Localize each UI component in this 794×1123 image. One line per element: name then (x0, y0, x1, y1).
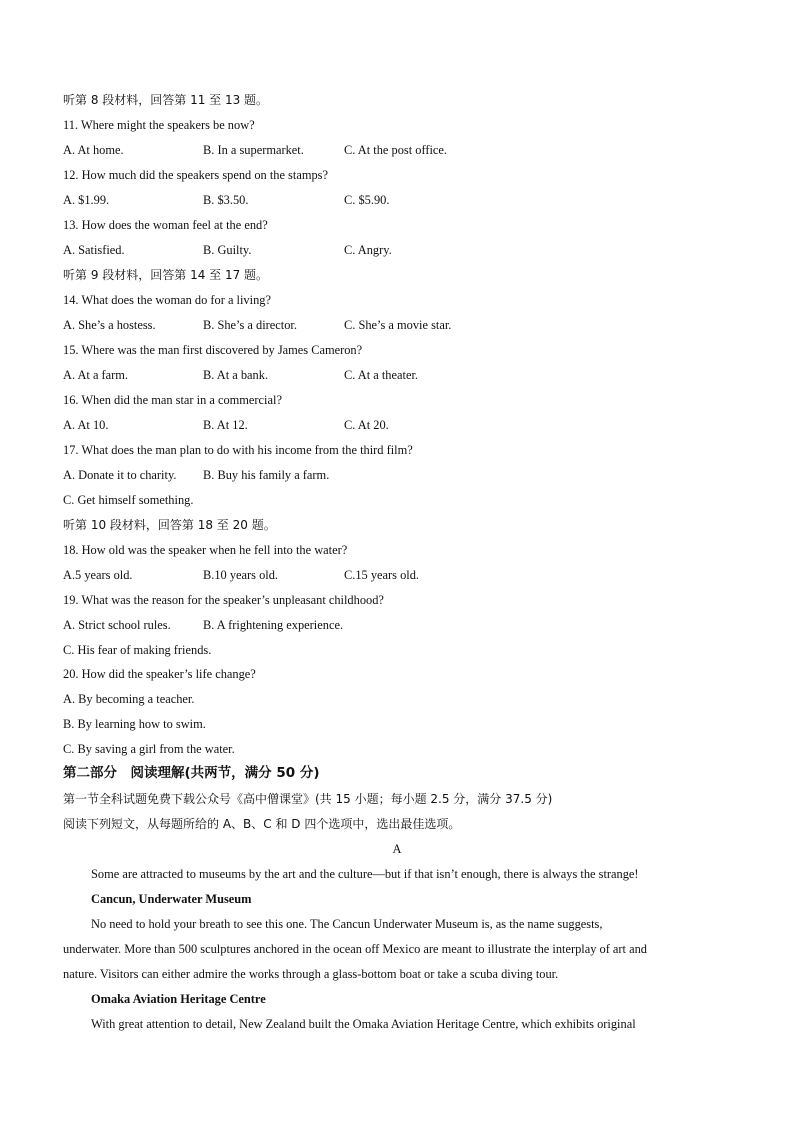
option-17-a: A. Donate it to charity. (63, 468, 177, 482)
option-18-a: A.5 years old. (63, 568, 133, 582)
option-19-b: B. A frightening experience. (203, 618, 344, 632)
instruction-part-8: 听第 8 段材料，回答第 11 至 13 题。 (63, 93, 269, 107)
question-15: 15. Where was the man first discovered by James Cameron? (63, 343, 363, 357)
passage-intro: Some are attracted to museums by the art and the culture—but if that isn’t enough, there is always the strange! (91, 867, 639, 881)
option-11-c: C. At the post office. (344, 143, 448, 157)
question-19: 19. What was the reason for the speaker’s unpleasant childhood? (63, 593, 384, 607)
question-18: 18. How old was the speaker when he fell into the water? (63, 543, 348, 557)
option-17-c: C. Get himself something. (63, 493, 194, 507)
part2-instructions: 阅读下列短文，从每题所给的 A、B、C 和 D 四个选项中，选出最佳选项。 (63, 817, 461, 831)
option-12-b: B. $3.50. (203, 193, 249, 207)
option-11-b: B. In a supermarket. (203, 143, 304, 157)
question-16: 16. When did the man star in a commercial? (63, 393, 282, 407)
museum2-line1: With great attention to detail, New Zealand built the Omaka Aviation Heritage Centre, which exhibits original (91, 1017, 636, 1031)
option-19-c: C. His fear of making friends. (63, 643, 212, 657)
question-13: 13. How does the woman feel at the end? (63, 218, 268, 232)
option-13-c: C. Angry. (344, 243, 392, 257)
part2-section1-line: 第一节全科试题免费下载公众号《高中僧课堂》(共 15 小题；每小题 2.5 分，满分 37.5 分) (63, 792, 553, 806)
museum2-title: Omaka Aviation Heritage Centre (91, 992, 266, 1006)
option-17-b: B. Buy his family a farm. (203, 468, 330, 482)
option-20-c: C. By saving a girl from the water. (63, 742, 235, 756)
passage-label: A (392, 842, 402, 856)
option-16-b: B. At 12. (203, 418, 248, 432)
option-18-b: B.10 years old. (203, 568, 279, 582)
option-11-a: A. At home. (63, 143, 124, 157)
option-13-a: A. Satisfied. (63, 243, 125, 257)
option-12-a: A. $1.99. (63, 193, 110, 207)
option-14-a: A. She’s a hostess. (63, 318, 156, 332)
option-12-c: C. $5.90. (344, 193, 390, 207)
option-19-a: A. Strict school rules. (63, 618, 171, 632)
option-14-b: B. She’s a director. (203, 318, 297, 332)
question-14: 14. What does the woman do for a living? (63, 293, 271, 307)
option-14-c: C. She’s a movie star. (344, 318, 452, 332)
question-20: 20. How did the speaker’s life change? (63, 667, 256, 681)
option-15-a: A. At a farm. (63, 368, 129, 382)
museum1-line2: underwater. More than 500 sculptures anchored in the ocean off Mexico are meant to illustrate the interplay of art and (63, 942, 647, 956)
option-18-c: C.15 years old. (344, 568, 420, 582)
option-15-c: C. At a theater. (344, 368, 418, 382)
option-13-b: B. Guilty. (203, 243, 252, 257)
instruction-part-9: 听第 9 段材料，回答第 14 至 17 题。 (63, 268, 269, 282)
part2-heading: 第二部分 阅读理解(共两节，满分 50 分) (63, 765, 320, 781)
option-16-a: A. At 10. (63, 418, 109, 432)
question-11: 11. Where might the speakers be now? (63, 118, 255, 132)
option-15-b: B. At a bank. (203, 368, 269, 382)
museum1-title: Cancun, Underwater Museum (91, 892, 252, 906)
question-12: 12. How much did the speakers spend on the stamps? (63, 168, 328, 182)
option-20-b: B. By learning how to swim. (63, 717, 206, 731)
instruction-part-10: 听第 10 段材料，回答第 18 至 20 题。 (63, 518, 276, 532)
question-17: 17. What does the man plan to do with his income from the third film? (63, 443, 413, 457)
option-20-a: A. By becoming a teacher. (63, 692, 195, 706)
museum1-line1: No need to hold your breath to see this one. The Cancun Underwater Museum is, as the name suggests, (91, 917, 603, 931)
option-16-c: C. At 20. (344, 418, 389, 432)
museum1-line3: nature. Visitors can either admire the works through a glass-bottom boat or take a scuba diving tour. (63, 967, 559, 981)
